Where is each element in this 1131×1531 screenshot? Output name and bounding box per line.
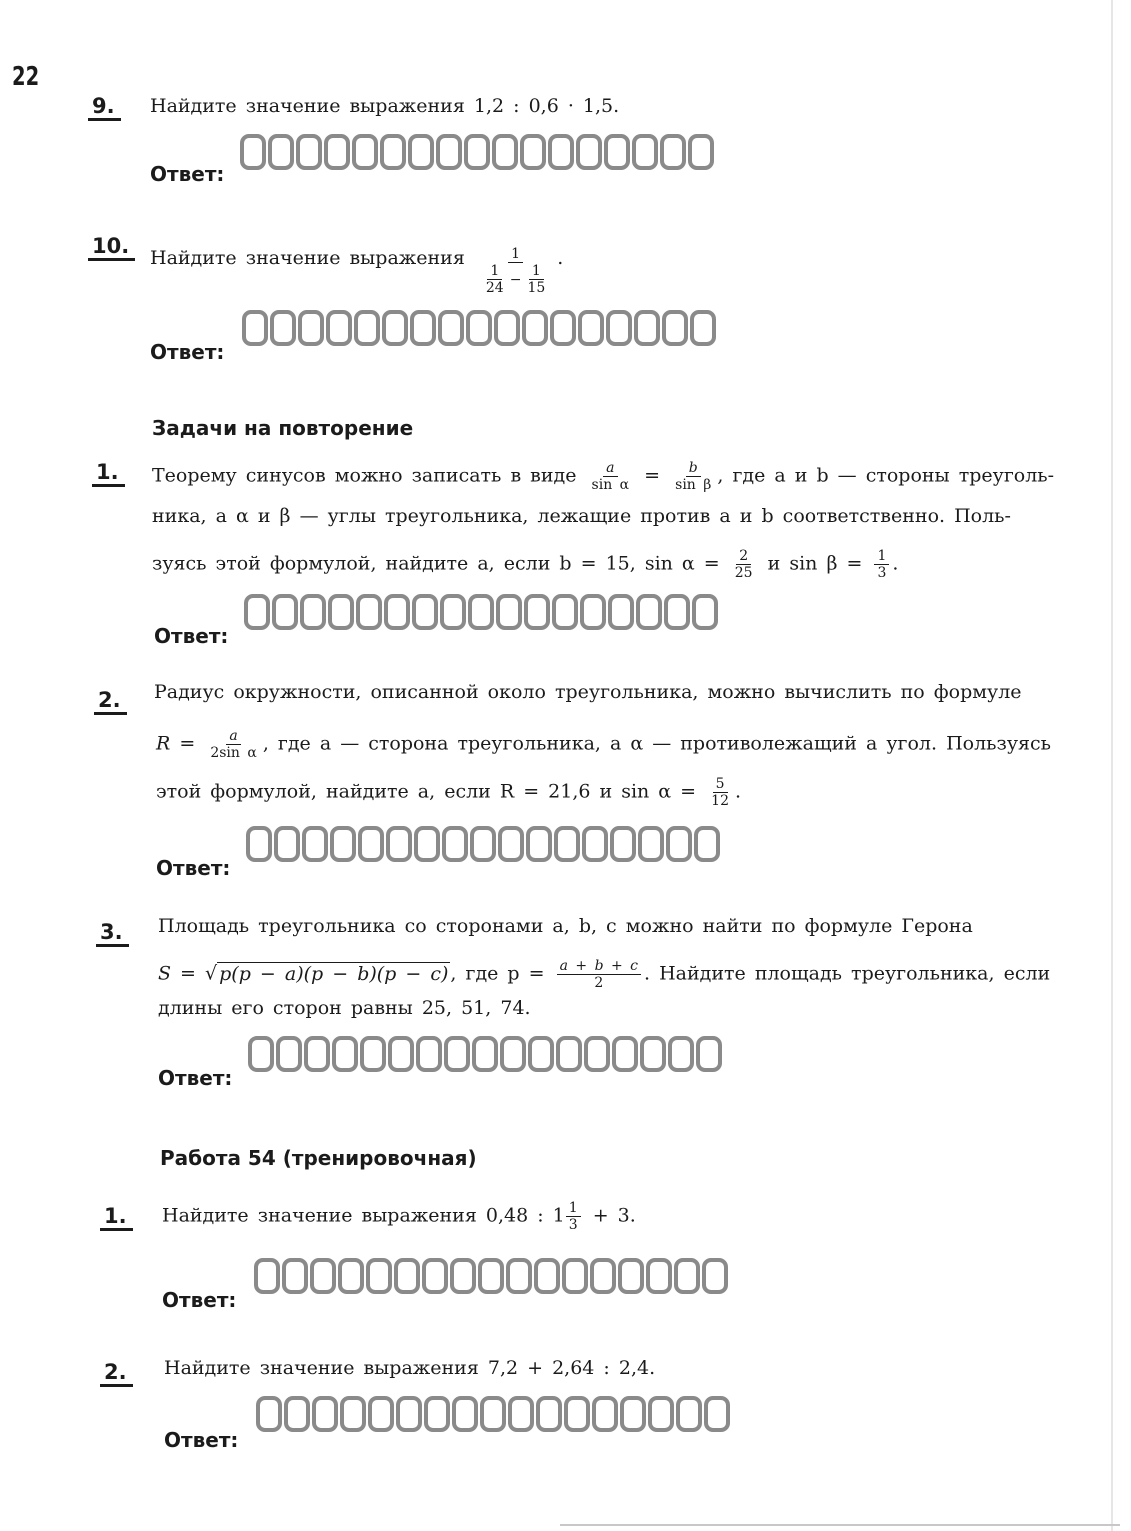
answer-cell[interactable] bbox=[690, 310, 716, 346]
answer-cell[interactable] bbox=[472, 1036, 498, 1072]
task-text-line: S = √ p(p − a)(p − b)(p − c) , где p = $\frac{a + b + c}{2}$ . Найдите площадь треугольника, если bbox=[158, 958, 1051, 991]
answer-label: Ответ: bbox=[162, 1288, 237, 1312]
task-text: Найдите значение выражения 1,2 : 0,6 · 1,5. bbox=[150, 95, 620, 117]
page-number: 22 bbox=[12, 62, 40, 92]
answer-cell[interactable] bbox=[494, 310, 520, 346]
answer-cell[interactable] bbox=[636, 594, 662, 630]
answer-cell[interactable] bbox=[302, 826, 328, 862]
answer-cell[interactable] bbox=[388, 1036, 414, 1072]
task-text: Найдите значение выражения 7,2 + 2,64 : 2,4. bbox=[164, 1357, 656, 1379]
answer-cell[interactable] bbox=[272, 594, 298, 630]
answer-cell[interactable] bbox=[524, 594, 550, 630]
scan-edge bbox=[1111, 0, 1113, 1531]
answer-cell[interactable] bbox=[368, 1396, 394, 1432]
answer-cell[interactable] bbox=[312, 1396, 338, 1432]
answer-cell[interactable] bbox=[500, 1036, 526, 1072]
answer-cell[interactable] bbox=[552, 594, 578, 630]
answer-cell[interactable] bbox=[414, 826, 440, 862]
answer-cell[interactable] bbox=[534, 1258, 560, 1294]
answer-cell[interactable] bbox=[478, 1258, 504, 1294]
task-text-line: зуясь этой формулой, найдите a, если b = 15, sin α = $\frac{2}{25}$ и sin β = $\frac{1}{3}$ . bbox=[152, 548, 899, 581]
answer-cell[interactable] bbox=[468, 594, 494, 630]
answer-cell[interactable] bbox=[664, 594, 690, 630]
answer-cell[interactable] bbox=[506, 1258, 532, 1294]
answer-cell[interactable] bbox=[366, 1258, 392, 1294]
fraction: 1 $\frac{1}{24}$ − $\frac{1}{15}$ bbox=[485, 246, 546, 296]
answer-cell[interactable] bbox=[640, 1036, 666, 1072]
answer-cell[interactable] bbox=[304, 1036, 330, 1072]
answer-cell[interactable] bbox=[444, 1036, 470, 1072]
answer-cell[interactable] bbox=[356, 594, 382, 630]
answer-cell[interactable] bbox=[638, 826, 664, 862]
answer-cell[interactable] bbox=[338, 1258, 364, 1294]
answer-cell[interactable] bbox=[466, 310, 492, 346]
task-text-line: длины его сторон равны 25, 51, 74. bbox=[158, 997, 531, 1019]
answer-cell[interactable] bbox=[554, 826, 580, 862]
answer-cell[interactable] bbox=[668, 1036, 694, 1072]
answer-cell[interactable] bbox=[326, 310, 352, 346]
answer-cell[interactable] bbox=[386, 826, 412, 862]
answer-cell[interactable] bbox=[590, 1258, 616, 1294]
task-text-line: Площадь треугольника со сторонами a, b, c можно найти по формуле Герона bbox=[158, 915, 973, 937]
answer-cell[interactable] bbox=[692, 594, 718, 630]
answer-cell[interactable] bbox=[688, 134, 714, 170]
answer-cell[interactable] bbox=[704, 1396, 730, 1432]
answer-boxes[interactable] bbox=[242, 310, 716, 346]
answer-cell[interactable] bbox=[408, 134, 434, 170]
task-number: 9. bbox=[88, 94, 121, 121]
answer-cell[interactable] bbox=[274, 826, 300, 862]
answer-cell[interactable] bbox=[620, 1396, 646, 1432]
answer-cell[interactable] bbox=[606, 310, 632, 346]
answer-cell[interactable] bbox=[340, 1396, 366, 1432]
answer-cell[interactable] bbox=[496, 594, 522, 630]
answer-cell[interactable] bbox=[582, 826, 608, 862]
answer-cell[interactable] bbox=[284, 1396, 310, 1432]
answer-cell[interactable] bbox=[296, 134, 322, 170]
answer-cell[interactable] bbox=[450, 1258, 476, 1294]
answer-boxes[interactable] bbox=[246, 826, 720, 862]
answer-cell[interactable] bbox=[242, 310, 268, 346]
answer-cell[interactable] bbox=[442, 826, 468, 862]
answer-cell[interactable] bbox=[508, 1396, 534, 1432]
answer-cell[interactable] bbox=[360, 1036, 386, 1072]
answer-cell[interactable] bbox=[324, 134, 350, 170]
answer-cell[interactable] bbox=[332, 1036, 358, 1072]
answer-label: Ответ: bbox=[154, 624, 229, 648]
answer-cell[interactable] bbox=[464, 134, 490, 170]
answer-cell[interactable] bbox=[382, 310, 408, 346]
answer-cell[interactable] bbox=[330, 826, 356, 862]
task-number: 3. bbox=[96, 920, 129, 947]
answer-cell[interactable] bbox=[394, 1258, 420, 1294]
answer-cell[interactable] bbox=[610, 826, 636, 862]
answer-cell[interactable] bbox=[520, 134, 546, 170]
task-text-line: этой формулой, найдите a, если R = 21,6 и sin α = $\frac{5}{12}$ . bbox=[156, 776, 742, 809]
answer-cell[interactable] bbox=[604, 134, 630, 170]
answer-cell[interactable] bbox=[396, 1396, 422, 1432]
answer-cell[interactable] bbox=[648, 1396, 674, 1432]
answer-cell[interactable] bbox=[666, 826, 692, 862]
task-text: Найдите значение выражения 1 $\frac{1}{24}$ − $\frac{1}{15}$ . bbox=[150, 246, 564, 296]
answer-cell[interactable] bbox=[276, 1036, 302, 1072]
answer-cell[interactable] bbox=[498, 826, 524, 862]
answer-boxes[interactable] bbox=[256, 1396, 730, 1432]
answer-cell[interactable] bbox=[384, 594, 410, 630]
answer-cell[interactable] bbox=[646, 1258, 672, 1294]
task-text-line: Радиус окружности, описанной около треугольника, можно вычислить по формуле bbox=[154, 681, 1022, 703]
answer-cell[interactable] bbox=[358, 826, 384, 862]
answer-cell[interactable] bbox=[436, 134, 462, 170]
answer-cell[interactable] bbox=[580, 594, 606, 630]
answer-cell[interactable] bbox=[256, 1396, 282, 1432]
answer-label: Ответ: bbox=[164, 1428, 239, 1452]
answer-cell[interactable] bbox=[470, 826, 496, 862]
answer-cell[interactable] bbox=[410, 310, 436, 346]
answer-cell[interactable] bbox=[562, 1258, 588, 1294]
answer-cell[interactable] bbox=[618, 1258, 644, 1294]
answer-cell[interactable] bbox=[422, 1258, 448, 1294]
answer-cell[interactable] bbox=[298, 310, 324, 346]
task-number: 2. bbox=[94, 688, 127, 715]
answer-cell[interactable] bbox=[584, 1036, 610, 1072]
answer-cell[interactable] bbox=[416, 1036, 442, 1072]
answer-cell[interactable] bbox=[548, 134, 574, 170]
answer-cell[interactable] bbox=[412, 594, 438, 630]
answer-cell[interactable] bbox=[612, 1036, 638, 1072]
answer-cell[interactable] bbox=[492, 134, 518, 170]
answer-cell[interactable] bbox=[696, 1036, 722, 1072]
task-number: 2. bbox=[100, 1360, 133, 1387]
answer-cell[interactable] bbox=[380, 134, 406, 170]
answer-cell[interactable] bbox=[246, 826, 272, 862]
answer-cell[interactable] bbox=[248, 1036, 274, 1072]
answer-cell[interactable] bbox=[282, 1258, 308, 1294]
answer-boxes[interactable] bbox=[240, 134, 714, 170]
answer-label: Ответ: bbox=[150, 162, 225, 186]
answer-cell[interactable] bbox=[480, 1396, 506, 1432]
answer-cell[interactable] bbox=[592, 1396, 618, 1432]
answer-cell[interactable] bbox=[424, 1396, 450, 1432]
answer-label: Ответ: bbox=[156, 856, 231, 880]
answer-cell[interactable] bbox=[352, 134, 378, 170]
answer-cell[interactable] bbox=[300, 594, 326, 630]
answer-boxes[interactable] bbox=[254, 1258, 728, 1294]
answer-cell[interactable] bbox=[564, 1396, 590, 1432]
answer-cell[interactable] bbox=[578, 310, 604, 346]
answer-label: Ответ: bbox=[158, 1066, 233, 1090]
answer-cell[interactable] bbox=[694, 826, 720, 862]
answer-cell[interactable] bbox=[550, 310, 576, 346]
answer-cell[interactable] bbox=[576, 134, 602, 170]
answer-cell[interactable] bbox=[526, 826, 552, 862]
answer-label: Ответ: bbox=[150, 340, 225, 364]
answer-cell[interactable] bbox=[702, 1258, 728, 1294]
answer-cell[interactable] bbox=[608, 594, 634, 630]
answer-boxes[interactable] bbox=[248, 1036, 722, 1072]
answer-cell[interactable] bbox=[676, 1396, 702, 1432]
answer-cell[interactable] bbox=[270, 310, 296, 346]
section-heading: Работа 54 (тренировочная) bbox=[160, 1146, 477, 1170]
answer-cell[interactable] bbox=[244, 594, 270, 630]
answer-cell[interactable] bbox=[674, 1258, 700, 1294]
task-text-line: R = $\frac{a}{\text{2sin α}}$ , где a — сторона треугольника, а α — противолежащий a угол. Пользуясь bbox=[156, 728, 1052, 761]
answer-cell[interactable] bbox=[522, 310, 548, 346]
answer-cell[interactable] bbox=[634, 310, 660, 346]
answer-cell[interactable] bbox=[310, 1258, 336, 1294]
task-text-line: Теорему синусов можно записать в виде $\frac{a}{\text{sin α}}$ = $\frac{b}{\text{sin β}}$ , где a и b — стороны треуголь- bbox=[152, 460, 1055, 493]
task-number: 10. bbox=[88, 234, 135, 261]
task-text: Найдите значение выражения 0,48 : 1 $\frac{1}{3}$ + 3. bbox=[162, 1200, 636, 1233]
answer-cell[interactable] bbox=[662, 310, 688, 346]
answer-cell[interactable] bbox=[440, 594, 466, 630]
answer-cell[interactable] bbox=[452, 1396, 478, 1432]
answer-cell[interactable] bbox=[528, 1036, 554, 1072]
answer-cell[interactable] bbox=[632, 134, 658, 170]
answer-cell[interactable] bbox=[254, 1258, 280, 1294]
answer-cell[interactable] bbox=[660, 134, 686, 170]
answer-cell[interactable] bbox=[268, 134, 294, 170]
answer-cell[interactable] bbox=[328, 594, 354, 630]
answer-cell[interactable] bbox=[536, 1396, 562, 1432]
scan-bottom-edge bbox=[560, 1524, 1120, 1526]
answer-cell[interactable] bbox=[556, 1036, 582, 1072]
task-text-line: ника, а α и β — углы треугольника, лежащие против a и b соответственно. Поль- bbox=[152, 505, 1011, 527]
answer-cell[interactable] bbox=[438, 310, 464, 346]
answer-cell[interactable] bbox=[354, 310, 380, 346]
answer-cell[interactable] bbox=[240, 134, 266, 170]
section-heading: Задачи на повторение bbox=[152, 416, 414, 440]
task-number: 1. bbox=[100, 1204, 133, 1231]
task-number: 1. bbox=[92, 460, 125, 487]
answer-boxes[interactable] bbox=[244, 594, 718, 630]
